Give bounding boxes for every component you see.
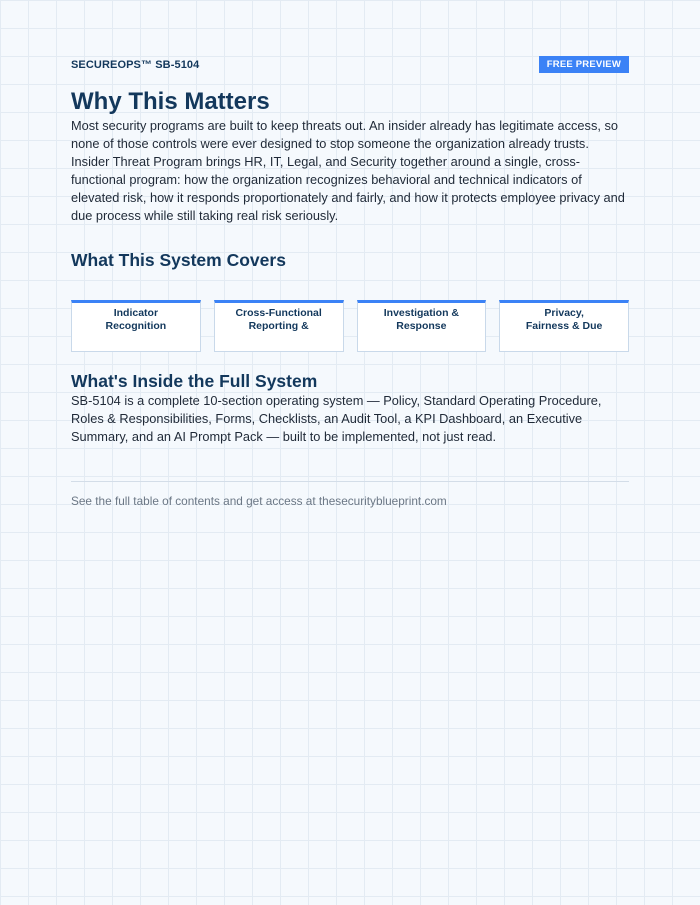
covers-card-label: Indicator Recognition <box>105 307 167 332</box>
header-bar <box>71 56 629 73</box>
covers-card-cross-functional-reporting <box>214 300 344 352</box>
covers-card-indicator-recognition <box>71 300 201 352</box>
inside-paragraph: SB-5104 is a complete 10-section operating system — Policy, Standard Operating Procedure, Roles & Responsibilities, Forms, Checklists, an Audit Tool, a KPI Dashboard, an Executive Summary, and an AI Prompt Pack — built to be implemented, not just read. <box>71 393 602 444</box>
covers-card-label: Investigation & Response <box>383 307 459 332</box>
why-paragraph-1: Most security programs are built to keep threats out. An insider already has legitimate access, so none of those controls were ever designed to stop someone the organization already trusts. <box>71 118 618 151</box>
why-paragraph-2: Insider Threat Program brings HR, IT, Legal, and Security together around a single, cross-functional program: how the organization recognizes behavioral and technical indicators of elevated risk, how it responds proportionately and fairly, and how it protects employee privacy and due process while still taking real risk seriously. <box>71 154 625 223</box>
covers-card-label: Privacy, Fairness & Due <box>525 307 603 332</box>
page-content <box>71 56 629 508</box>
covers-cards <box>71 300 629 352</box>
why-title: Why This Matters <box>71 88 270 115</box>
covers-card-label: Cross-Functional Reporting & <box>235 307 322 332</box>
footer-text: See the full table of contents and get access at thesecurityblueprint.com <box>71 494 447 508</box>
covers-card-privacy-fairness <box>499 300 629 352</box>
covers-title: What This System Covers <box>71 250 286 270</box>
inside-title: What's Inside the Full System <box>71 371 318 391</box>
free-preview-badge: FREE PREVIEW <box>539 56 629 73</box>
covers-card-investigation-response <box>357 300 487 352</box>
document-code: SECUREOPS™ SB-5104 <box>71 58 200 71</box>
footer-divider <box>71 481 629 482</box>
